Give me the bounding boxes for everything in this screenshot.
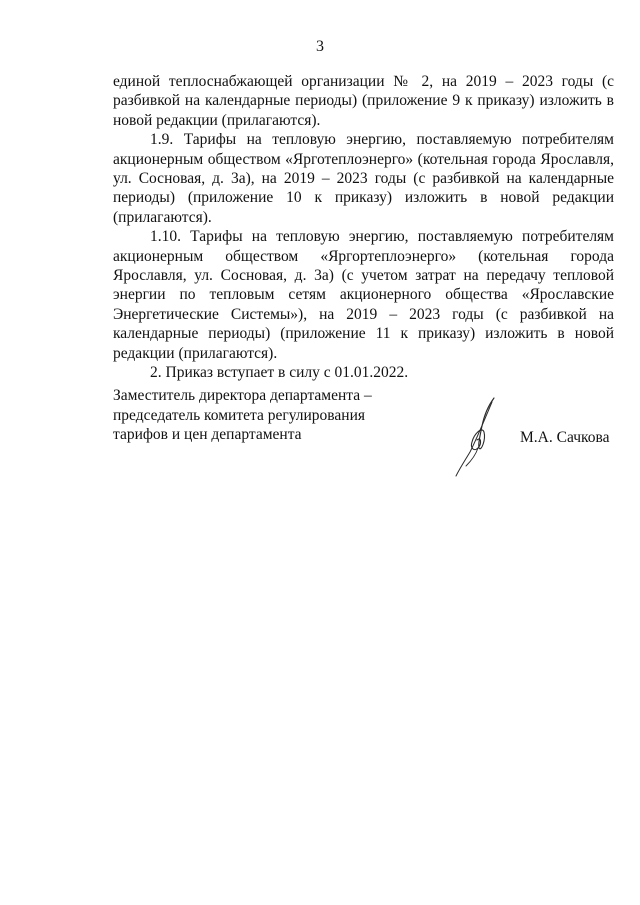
signatory-title-line: председатель комитета регулирования xyxy=(113,406,366,424)
handwritten-signature xyxy=(448,396,510,478)
page-number: 3 xyxy=(316,38,324,55)
signatory-title-line: Заместитель директора департамента – xyxy=(113,387,372,404)
paragraph-continuation: единой теплоснабжающей организации № 2, на 2019 – 2023 годы (с разбивкой на календарные периоды) (приложение 9 к приказу) изложить в новой редакции (прилагаются). xyxy=(113,73,614,129)
signatory-title-line: тарифов и цен департамента xyxy=(113,426,302,444)
paragraph-1-9: 1.9. Тарифы на тепловую энергию, поставляемую потребителям акционерным обществом «Ярготеплоэнерго» (котельная города Ярославля, ул. Сосновая, д. 3а), на 2019 – 2023 годы (с разбивкой на календарные периоды) (приложение 10 к приказу) изложить в новой редакции (прилагаются). xyxy=(113,131,614,226)
signatory-title xyxy=(113,386,403,445)
paragraph-1-10: 1.10. Тарифы на тепловую энергию, поставляемую потребителям акционерным обществом «Яргортеплоэнерго» (котельная города Ярославля, ул. Сосновая, д. 3а) (с учетом затрат на передачу тепловой энергии по тепловым сетям акционерного общества «Ярославские Энергетические Системы»), на 2019 – 2023 годы (с разбивкой на календарные периоды) (приложение 11 к приказу) изложить в новой редакции (прилагаются). xyxy=(113,228,614,362)
signer-name: М.А. Сачкова xyxy=(520,429,610,446)
paragraph-2: 2. Приказ вступает в силу с 01.01.2022. xyxy=(150,364,409,382)
document-body xyxy=(113,72,614,383)
